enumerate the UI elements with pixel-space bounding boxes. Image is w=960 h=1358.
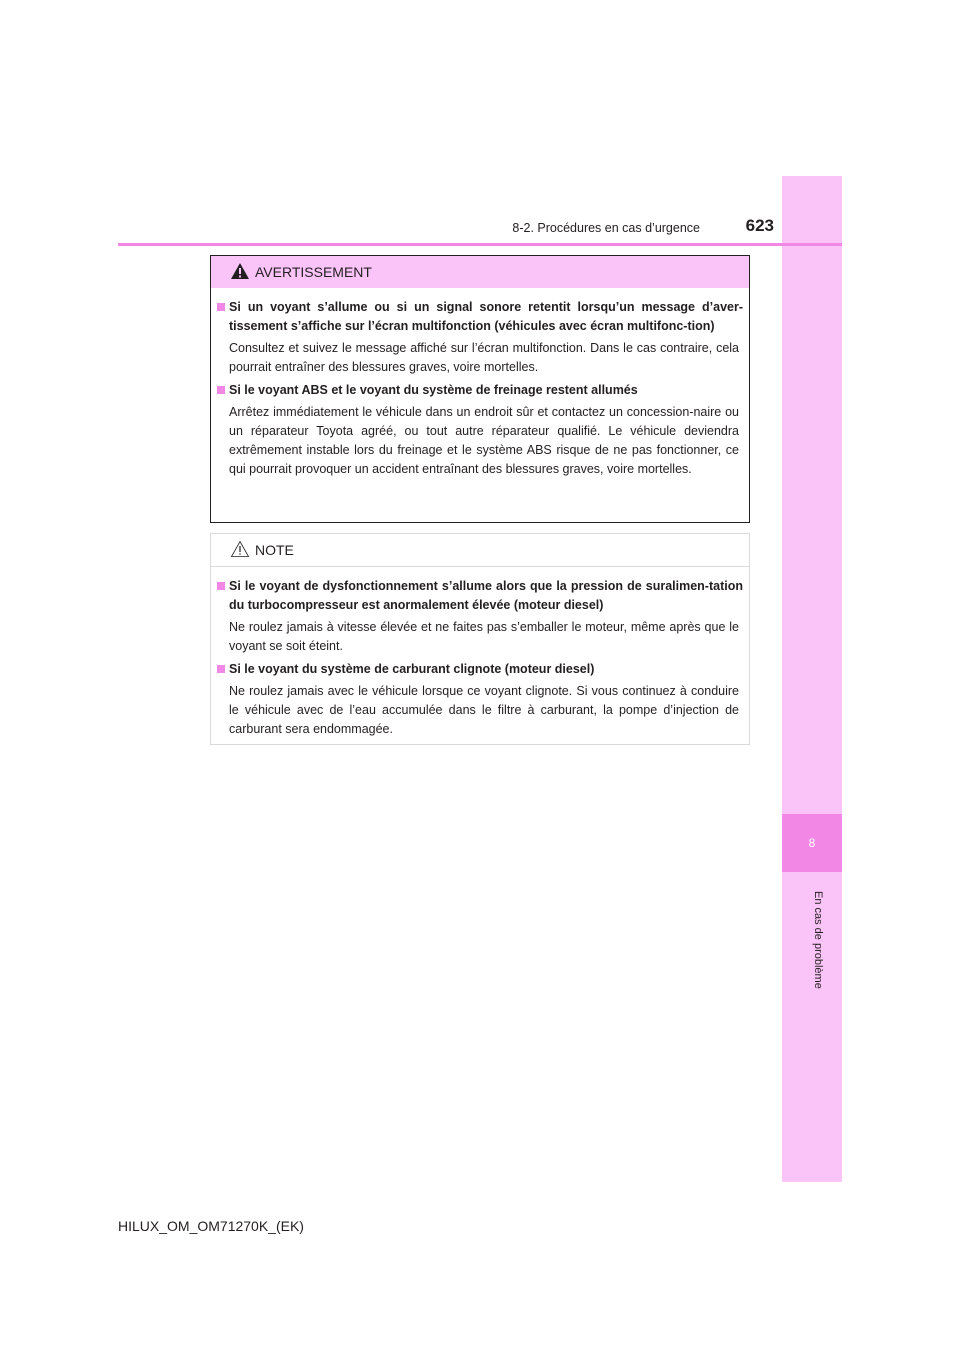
note-item-heading-text: Si le voyant du système de carburant clignote (moteur diesel) <box>229 662 595 676</box>
bullet-square-icon <box>217 665 225 673</box>
document-id: HILUX_OM_OM71270K_(EK) <box>118 1218 304 1234</box>
warning-item-text: Arrêtez immédiatement le véhicule dans un endroit sûr et contactez un concession-naire ou un réparateur Toyota agréé, ou tout autre réparateur qualifié. Le véhicule deviendra extrêmement instable lors du freinage et le système ABS risque de ne pas fonctionner, ce qui pourrait provoquer un accident entraînant des blessures graves, voire mortelles. <box>229 405 739 476</box>
page-number: 623 <box>745 216 774 235</box>
note-header <box>211 534 749 567</box>
warning-item-heading-text: Si le voyant ABS et le voyant du système de freinage restent allumés <box>229 383 638 397</box>
chapter-title: En cas de problème <box>812 891 824 989</box>
note-item-text: Ne roulez jamais à vitesse élevée et ne faites pas s’emballer le moteur, même après que le voyant se soit éteint. <box>229 620 739 653</box>
warning-item-text: Consultez et suivez le message affiché sur l’écran multifonction. Dans le cas contraire, cela pourrait entraîner des blessures graves, voire mortelles. <box>229 341 739 374</box>
note-body <box>211 567 749 739</box>
chapter-number: 8 <box>782 814 842 872</box>
note-item-heading-text: Si le voyant de dysfonctionnement s’allume alors que la pression de suralimen-tation du turbocompresseur est anormalement élevée (moteur diesel) <box>229 579 743 612</box>
note-item-heading <box>217 577 743 615</box>
note-item-text: Ne roulez jamais avec le véhicule lorsque ce voyant clignote. Si vous continuez à conduire le véhicule avec de l’eau accumulée dans le filtre à carburant, la pompe d’injection de carburant sera endommagée. <box>229 684 739 736</box>
section-title: 8-2. Procédures en cas d’urgence <box>512 221 700 235</box>
bullet-square-icon <box>217 582 225 590</box>
header-rule <box>118 243 842 246</box>
chapter-side-tab <box>782 176 842 1182</box>
note-title: NOTE <box>255 542 294 558</box>
warning-title: AVERTISSEMENT <box>255 264 372 280</box>
note-box <box>210 533 750 745</box>
bullet-square-icon <box>217 303 225 311</box>
warning-body <box>211 288 749 479</box>
caution-triangle-icon <box>230 540 250 558</box>
note-item-heading <box>217 660 743 679</box>
warning-item-heading <box>217 298 743 336</box>
warning-triangle-icon <box>230 262 250 280</box>
warning-box <box>210 255 750 523</box>
warning-item-heading <box>217 381 743 400</box>
bullet-square-icon <box>217 386 225 394</box>
warning-header <box>211 256 749 288</box>
warning-item-heading-text: Si un voyant s’allume ou si un signal sonore retentit lorsqu’un message d’aver-tissement s’affiche sur l’écran multifonction (véhicules avec écran multifonc-tion) <box>229 300 743 333</box>
